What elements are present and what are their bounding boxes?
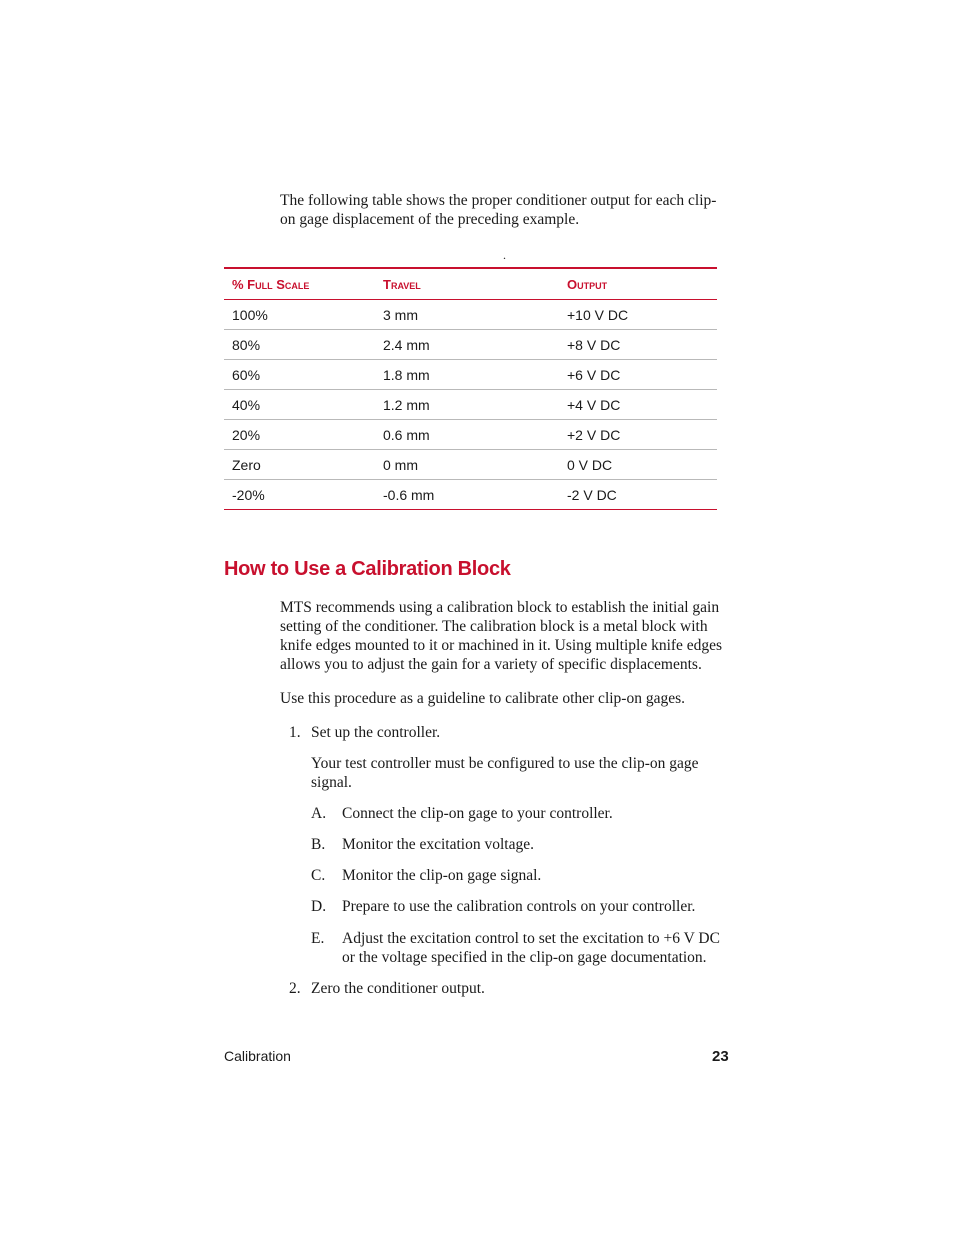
cell-output: +6 V DC <box>559 360 717 390</box>
substep-letter: B. <box>311 836 326 853</box>
cell-full-scale: 20% <box>224 420 375 450</box>
header-output: Output <box>559 268 717 300</box>
section-heading: How to Use a Calibration Block <box>224 558 511 580</box>
cell-travel: 1.8 mm <box>375 360 559 390</box>
section-paragraph-2: Use this procedure as a guideline to calibrate other clip-on gages. <box>280 690 686 707</box>
footer-section-name: Calibration <box>224 1048 291 1064</box>
cell-full-scale: Zero <box>224 450 375 480</box>
cell-travel: 0.6 mm <box>375 420 559 450</box>
intro-paragraph: The following table shows the proper conditioner output for each clip-on gage displacement of the preceding example. <box>280 192 717 228</box>
header-full-scale: % Full Scale <box>224 268 375 300</box>
cell-output: +8 V DC <box>559 330 717 360</box>
cell-full-scale: 40% <box>224 390 375 420</box>
cell-travel: 0 mm <box>375 450 559 480</box>
substep-text: Monitor the clip-on gage signal. <box>342 867 542 884</box>
conditioner-output-table <box>224 267 717 510</box>
table-row <box>224 450 717 480</box>
step-text: Set up the controller. <box>311 724 441 741</box>
substep-text: Adjust the excitation control to set the excitation to +6 V DC or the voltage specified in the clip-on gage documentation. <box>342 930 720 966</box>
substep-text: Connect the clip-on gage to your controller. <box>342 805 613 822</box>
cell-output: -2 V DC <box>567 486 617 503</box>
cell-output: +4 V DC <box>559 390 717 420</box>
cell-full-scale: 80% <box>224 330 375 360</box>
table-row <box>224 360 717 390</box>
cell-travel: 2.4 mm <box>375 330 559 360</box>
cell-travel: 3 mm <box>375 300 559 330</box>
substep-letter: C. <box>311 867 326 884</box>
step-number: 2. <box>289 980 301 997</box>
cell-full-scale: 100% <box>224 300 375 330</box>
cell-travel: -0.6 mm <box>383 486 435 503</box>
table-row <box>224 480 717 510</box>
header-travel: Travel <box>375 268 559 300</box>
substep-text: Prepare to use the calibration controls on your controller. <box>342 898 696 915</box>
cell-travel: 1.2 mm <box>375 390 559 420</box>
table-caption: . <box>503 248 506 262</box>
table-row <box>224 420 717 450</box>
substep-letter: D. <box>311 898 327 915</box>
substep-text: Monitor the excitation voltage. <box>342 836 534 853</box>
cell-full-scale: 60% <box>224 360 375 390</box>
cell-full-scale: -20% <box>232 486 265 503</box>
step-text: Zero the conditioner output. <box>311 980 485 997</box>
table-header-row <box>224 268 717 300</box>
cell-output: 0 V DC <box>559 450 717 480</box>
section-paragraph-1: MTS recommends using a calibration block to establish the initial gain setting of the conditioner. The calibration block is a metal block with knife edges mounted to it or machined in it. Using multiple knife edges allows you to adjust the gain for a variety of specific displacements. <box>280 599 723 673</box>
substep-letter: A. <box>311 805 327 822</box>
table-row <box>224 330 717 360</box>
footer-page-number: 23 <box>712 1048 729 1065</box>
cell-output: +10 V DC <box>559 300 717 330</box>
substep-letter: E. <box>311 930 325 947</box>
step-number: 1. <box>289 724 301 741</box>
table-row <box>224 390 717 420</box>
table-row <box>224 300 717 330</box>
step-note: Your test controller must be configured to use the clip-on gage signal. <box>311 755 699 791</box>
cell-output: +2 V DC <box>559 420 717 450</box>
